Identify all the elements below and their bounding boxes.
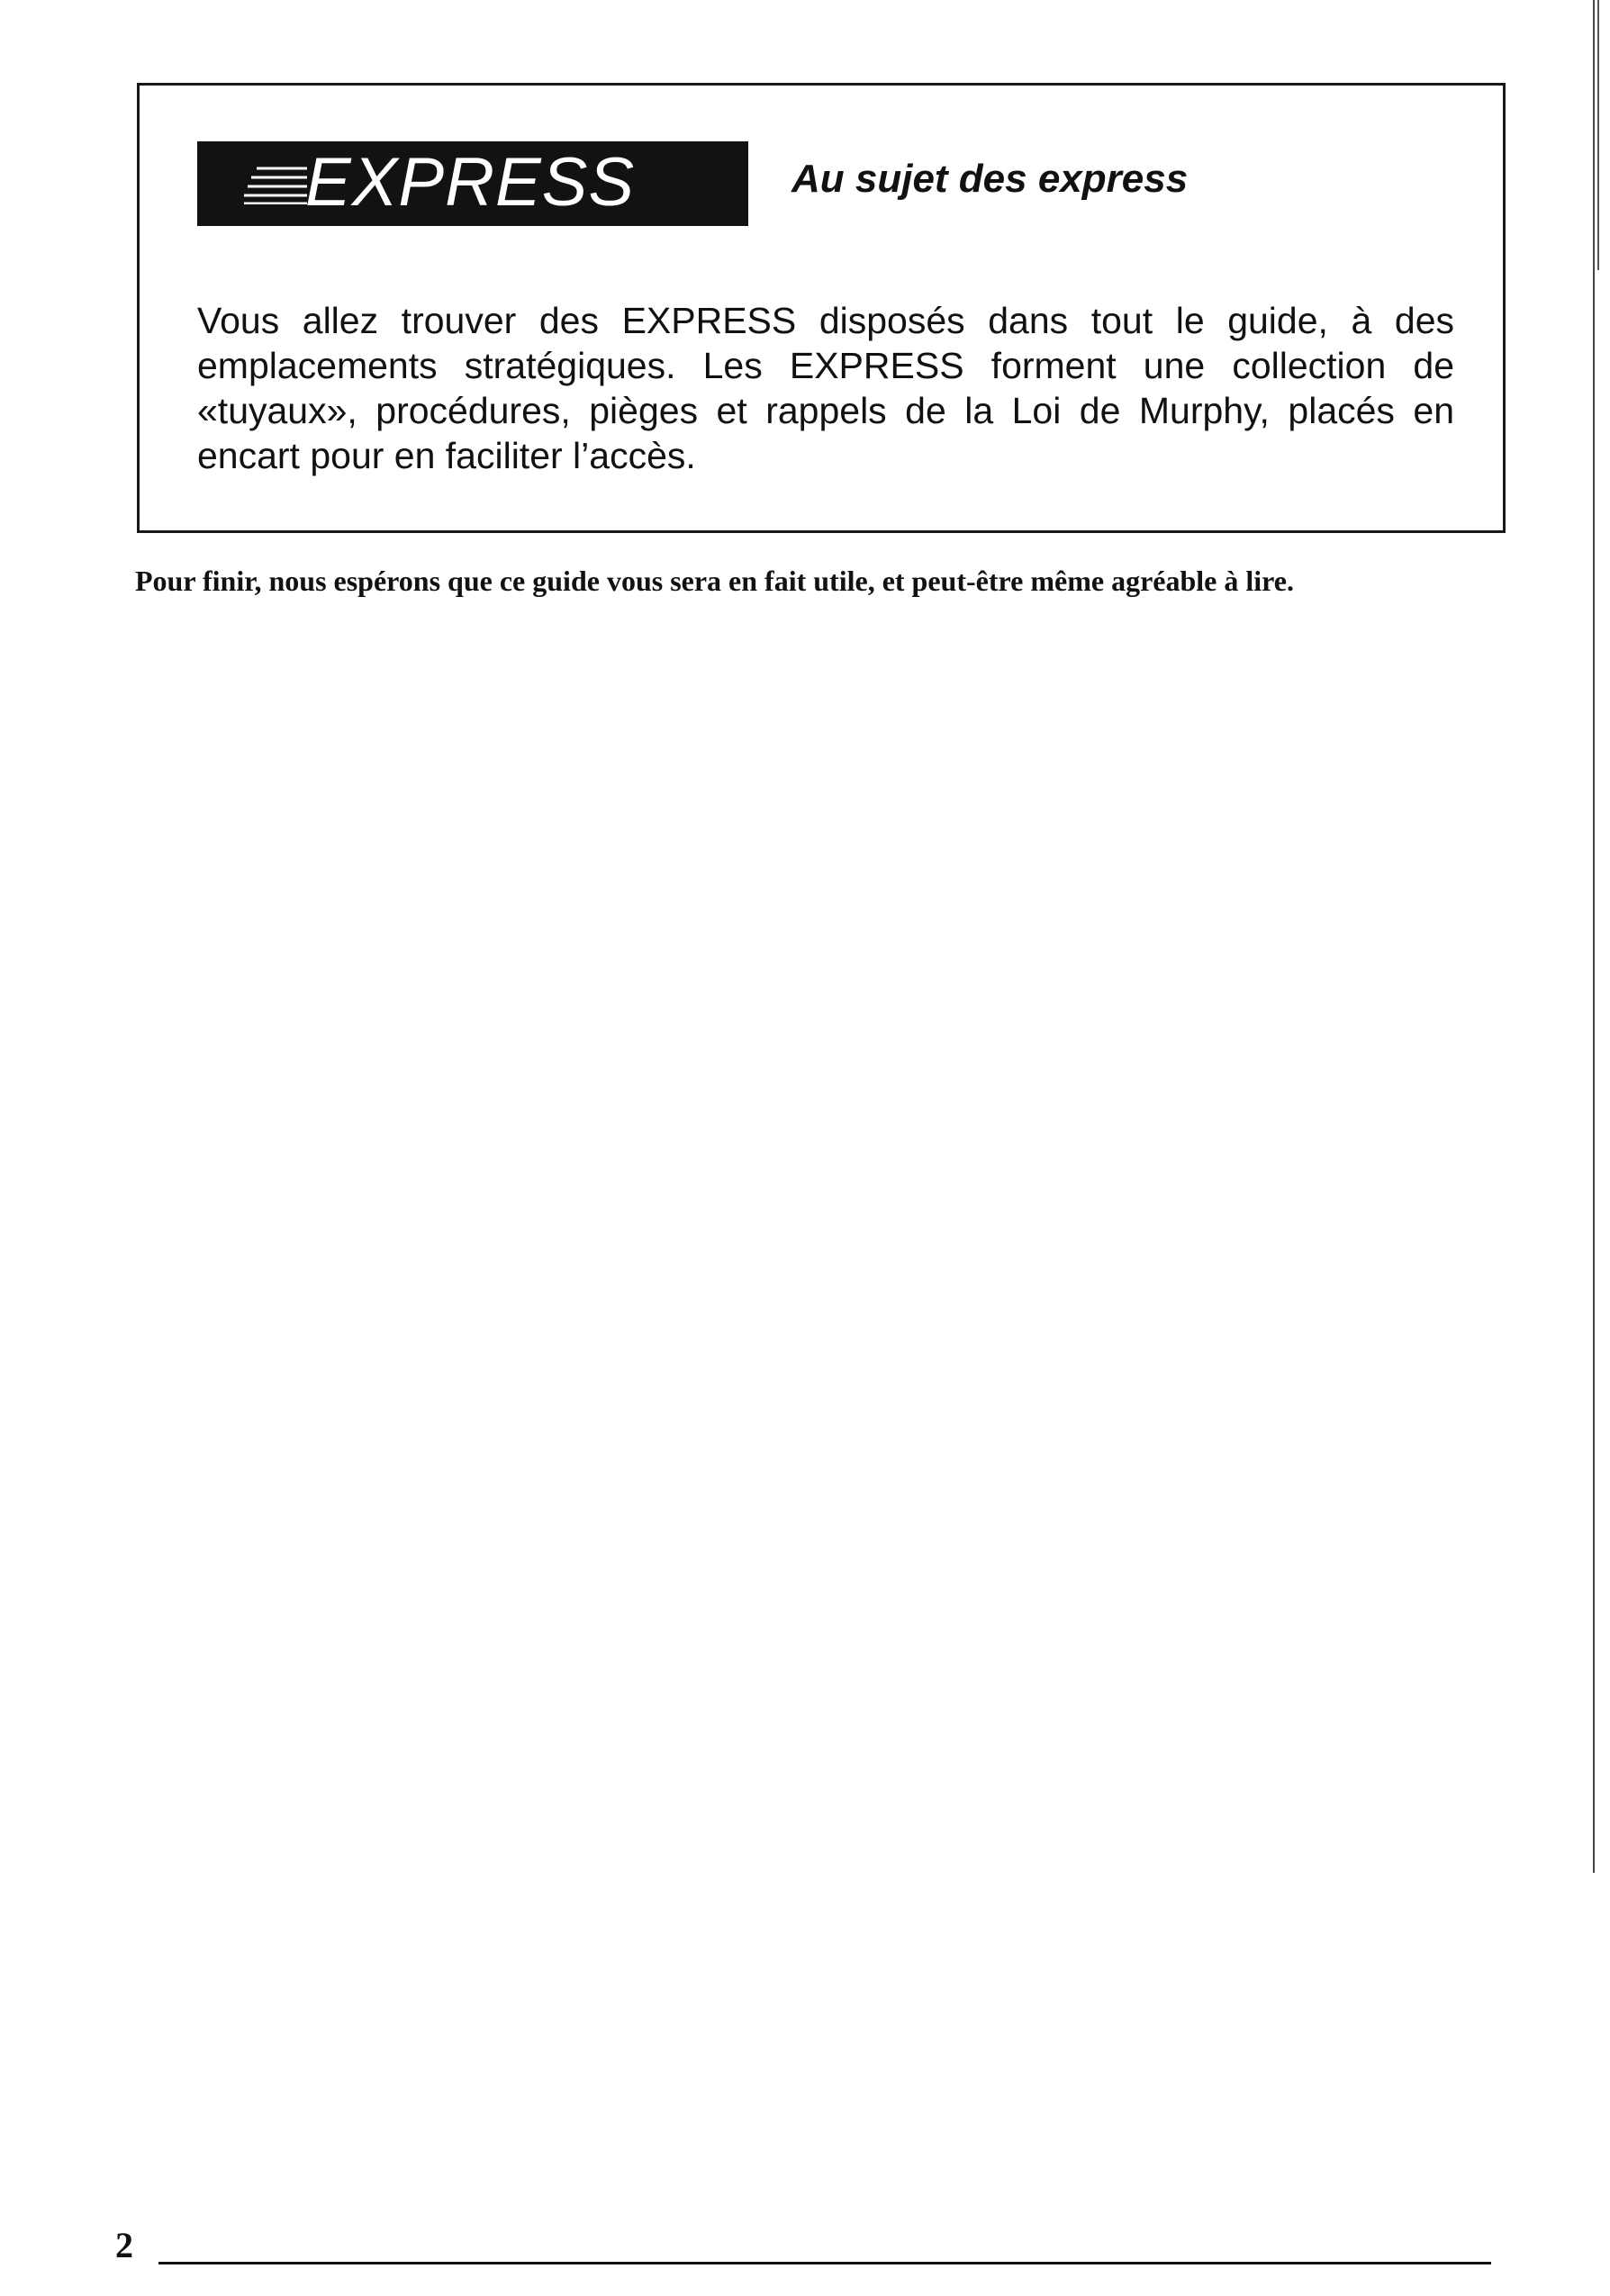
page-number: 2 [115, 2225, 133, 2265]
express-logo [197, 141, 748, 226]
express-logo-text: EXPRESS [305, 144, 636, 221]
body-paragraph: Pour finir, nous espérons que ce guide vous sera en fait utile, et peut-être même agréable à lire. [135, 565, 1294, 597]
footer-rule [158, 2262, 1491, 2264]
speed-lines-icon [244, 165, 307, 204]
express-callout-box [137, 83, 1506, 533]
scan-edge-line [1587, 0, 1605, 1873]
box-heading: Au sujet des express [791, 157, 1189, 201]
box-body-text: Vous allez trouver des EXPRESS disposés dans tout le guide, à des emplacements stratégiques. Les EXPRESS forment une collection de «tuyaux», procédures, pièges et rappels de la Loi de Murphy, placés en encart pour en faciliter l’accès. [197, 300, 1454, 476]
